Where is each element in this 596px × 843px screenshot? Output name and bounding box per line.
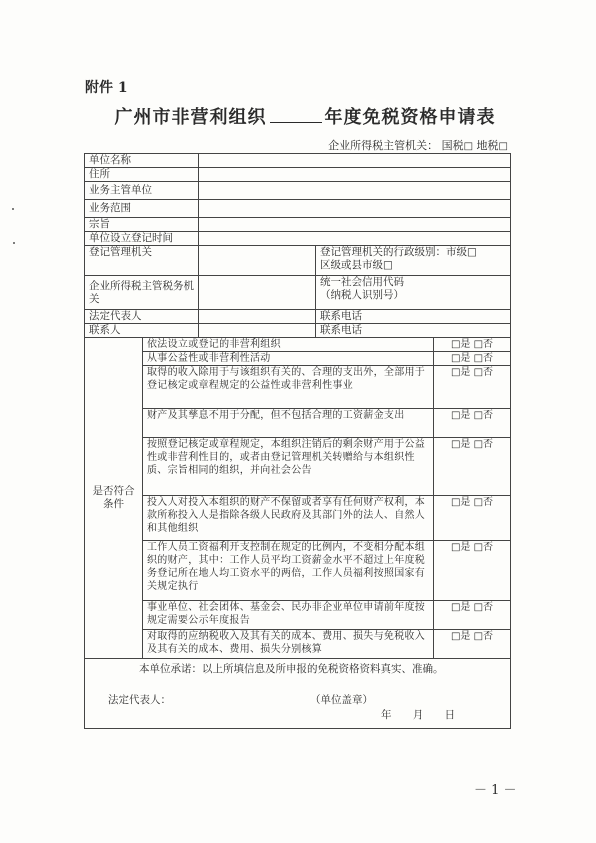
local-tax-option: 地税: [476, 139, 499, 152]
credit-code-cell: [316, 276, 511, 310]
national-tax-checkbox[interactable]: □: [463, 141, 474, 152]
condition-text: 工作人员工资福利开支控制在规定的比例内，不变相分配本组织的财产，其中：工作人员平均工资薪金水平不超过上年度税务登记所在地人均工资水平的两倍，工作人员福利按照国家有关规定执行: [143, 541, 434, 601]
legal-rep-signature-label: 法定代表人：: [108, 694, 171, 706]
tax-authority-line: [328, 137, 508, 153]
condition-yes-no[interactable]: □是 □否: [434, 630, 511, 659]
legal-representative-label: 法定代表人: [85, 310, 199, 324]
registration-authority-field[interactable]: [199, 246, 316, 276]
taxpayer-id-label: （纳税人识别号）: [320, 289, 404, 301]
condition-yes-no[interactable]: □是 □否: [434, 541, 511, 601]
scan-speck: [13, 242, 15, 244]
tax-office-field[interactable]: [199, 276, 316, 310]
purpose-label: 宗旨: [85, 218, 199, 232]
business-scope-label: 业务范围: [85, 200, 199, 218]
contact-person-label: 联系人: [85, 324, 199, 338]
purpose-field[interactable]: [199, 218, 511, 232]
condition-text: 对取得的应纳税收入及其有关的成本、费用、损失与免税收入及其有关的成本、费用、损失分别核算: [143, 630, 434, 659]
supervisor-label: 业务主管单位: [85, 182, 199, 200]
credit-code-label: 统一社会信用代码: [320, 276, 404, 288]
attachment-label: 附件 1: [85, 80, 128, 96]
condition-text: 从事公益性或非营利性活动: [143, 352, 434, 366]
condition-yes-no[interactable]: □是 □否: [434, 352, 511, 366]
title-suffix: 年度免税资格申请表: [324, 107, 496, 128]
registration-time-field[interactable]: [199, 232, 511, 246]
condition-yes-no[interactable]: □是 □否: [434, 366, 511, 409]
promise-section: [85, 659, 511, 729]
contact-phone-label-2: 联系电话: [316, 324, 511, 338]
contact-phone-label: 联系电话: [316, 310, 511, 324]
condition-yes-no[interactable]: □是 □否: [434, 496, 511, 541]
condition-text: 事业单位、社会团体、基金会、民办非企业单位申请前年度按规定需要公示年度报告: [143, 601, 434, 630]
date-line: 年 月 日: [381, 709, 456, 721]
form-title: [85, 103, 525, 129]
national-tax-option: 国税: [441, 139, 464, 152]
condition-text: 取得的收入除用于与该组织有关的、合理的支出外，全部用于登记核定或章程规定的公益性或非营利性事业: [143, 366, 434, 409]
address-label: 住所: [85, 168, 199, 182]
address-field[interactable]: [199, 168, 511, 182]
conditions-label: 是否符合条件: [85, 338, 143, 659]
condition-text: 投入人对投入本组织的财产不保留或者享有任何财产权利，本款所称投入人是指除各级人民政府及其部门外的法人、自然人和其他组织: [143, 496, 434, 541]
tax-office-label: 企业所得税主管税务机关: [85, 276, 199, 310]
unit-name-field[interactable]: [199, 154, 511, 168]
page-number: － 1 －: [474, 783, 517, 798]
legal-representative-field[interactable]: [199, 310, 316, 324]
unit-name-label: 单位名称: [85, 154, 199, 168]
unit-seal-label: （单位盖章）: [310, 694, 373, 706]
business-scope-field[interactable]: [199, 200, 511, 218]
registration-level-cell: [316, 246, 511, 276]
registration-authority-label: 登记管理机关: [85, 246, 199, 276]
application-form-table: [84, 153, 511, 729]
tax-authority-label: 企业所得税主管机关：: [328, 139, 439, 152]
local-tax-checkbox[interactable]: □: [498, 141, 508, 152]
condition-yes-no[interactable]: □是 □否: [434, 338, 511, 352]
contact-person-field[interactable]: [199, 324, 316, 338]
supervisor-field[interactable]: [199, 182, 511, 200]
condition-text: 按照登记核定或章程规定，本组织注销后的剩余财产用于公益性或非营利性目的，或者由登记管理机关转赠给与本组织性质、宗旨相同的组织，并向社会公告: [143, 438, 434, 496]
condition-text: 财产及其孳息不用于分配，但不包括合理的工资薪金支出: [143, 409, 434, 438]
promise-statement: 本单位承诺：以上所填信息及所申报的免税资格资料真实、准确。: [139, 663, 444, 675]
condition-text: 依法设立或登记的非营利组织: [143, 338, 434, 352]
title-prefix: 广州市非营利组织: [114, 107, 267, 128]
registration-level-district: 区级或县市级□: [320, 259, 393, 271]
condition-yes-no[interactable]: □是 □否: [434, 438, 511, 496]
scan-speck: [12, 208, 14, 210]
condition-yes-no[interactable]: □是 □否: [434, 409, 511, 438]
registration-level-city: 登记管理机关的行政级别：市级□: [320, 246, 477, 258]
registration-time-label: 单位设立登记时间: [85, 232, 199, 246]
year-blank: [270, 104, 322, 123]
condition-yes-no[interactable]: □是 □否: [434, 601, 511, 630]
